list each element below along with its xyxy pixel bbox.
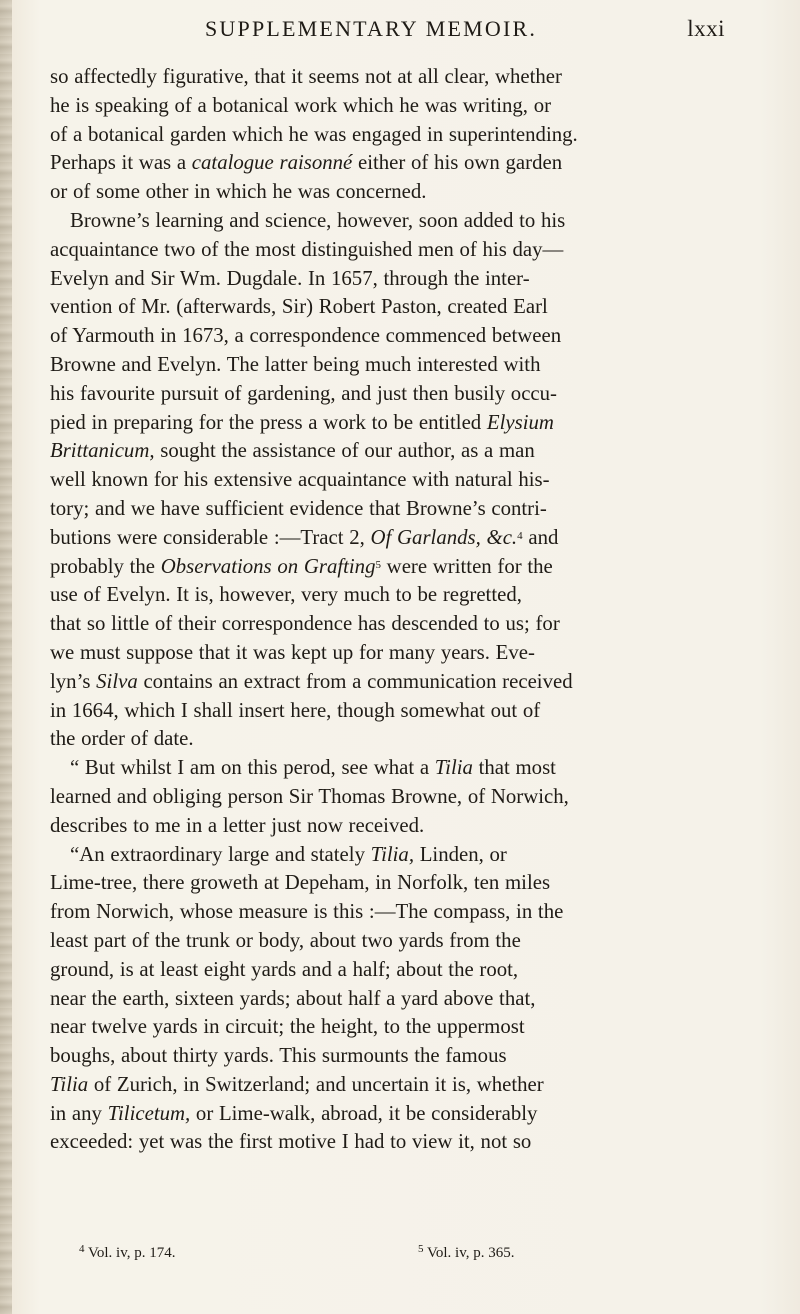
text-line [50, 466, 730, 495]
text-span: the order of date. [50, 727, 194, 751]
text-span: either of his own garden [352, 151, 563, 175]
text-span: that most [472, 756, 556, 780]
text-span: boughs, about thirty yards. This surmounts the famous [50, 1044, 507, 1068]
text-span: contains an extract from a communication received [137, 669, 573, 693]
text-span: sought the assistance of our author, as a man [154, 439, 535, 463]
text-span: from Norwich, whose measure is this :—The compass, in the [50, 900, 564, 924]
text-line [50, 553, 730, 582]
text-span: well known for his extensive acquaintance with natural his- [50, 468, 550, 492]
italic-title: Of Garlands, &c. [370, 525, 518, 549]
text-line [50, 697, 730, 726]
text-line [50, 92, 730, 121]
text-line [50, 1100, 730, 1129]
text-line [50, 380, 730, 409]
text-line [50, 725, 730, 754]
footnote-marker: 4 [79, 1243, 85, 1256]
text-span: least part of the trunk or body, about two yards from the [50, 928, 521, 952]
text-line [50, 524, 730, 553]
binding-edge [0, 0, 12, 1314]
text-line [50, 1071, 730, 1100]
footnote-5 [418, 1241, 515, 1265]
text-line [50, 293, 730, 322]
text-line [50, 869, 730, 898]
text-line [50, 581, 730, 610]
footnote-ref: 5 [375, 558, 381, 571]
footnote-text: Vol. iv, p. 174. [84, 1245, 176, 1261]
text-line [50, 668, 730, 697]
text-span: were written for the [380, 554, 553, 578]
text-span: tory; and we have sufficient evidence that Browne’s contri- [50, 496, 547, 520]
text-line [50, 149, 730, 178]
text-span: Browne’s learning and science, however, soon added to his [70, 208, 566, 232]
text-span: and [522, 525, 559, 549]
text-line [50, 812, 730, 841]
quote-start-line [50, 754, 730, 783]
text-span: so affectedly figurative, that it seems not at all clear, whether [50, 65, 562, 88]
italic-title: Brittanicum, [50, 439, 155, 463]
text-span: Lime-tree, there groweth at Depeham, in Norfolk, ten miles [50, 871, 551, 895]
text-span: “ But whilst I am on this perod, see what a [70, 756, 435, 780]
text-span: or Lime-walk, abroad, it be considerably [190, 1101, 538, 1125]
text-line [50, 495, 730, 524]
footnote-text: Vol. iv, p. 365. [423, 1245, 515, 1261]
text-line [50, 639, 730, 668]
text-line [50, 927, 730, 956]
text-span: butions were considerable :—Tract 2, [50, 525, 371, 549]
text-line [50, 236, 730, 265]
text-span: he is speaking of a botanical work which he was writing, or [50, 93, 552, 117]
text-span: in any [50, 1101, 108, 1125]
text-span: Perhaps it was a [50, 151, 192, 175]
text-span: his favourite pursuit of gardening, and just then busily occu- [50, 381, 557, 405]
text-span: near the earth, sixteen yards; about half a yard above that, [50, 986, 536, 1010]
text-span: of Yarmouth in 1673, a correspondence commenced between [50, 324, 562, 348]
text-span: we must suppose that it was kept up for many years. Eve- [50, 640, 535, 664]
text-line [50, 985, 730, 1014]
text-line [50, 409, 730, 438]
paragraph-start-line [50, 207, 730, 236]
text-line [50, 121, 730, 150]
text-span: or of some other in which he was concerned. [50, 180, 427, 204]
text-line [50, 322, 730, 351]
text-span: “An extraordinary large and stately [70, 842, 371, 866]
text-line [50, 1042, 730, 1071]
italic-title: Silva [96, 669, 138, 693]
text-span: ground, is at least eight yards and a half; about the root, [50, 957, 519, 981]
italic-term: Tilicetum, [107, 1101, 191, 1125]
italic-phrase: catalogue raisonné [191, 151, 353, 175]
footnote-marker: 5 [418, 1243, 424, 1256]
text-line [50, 610, 730, 639]
text-span: learned and obliging person Sir Thomas Browne, of Norwich, [50, 784, 569, 808]
text-line [50, 351, 730, 380]
italic-term: Tilia, [370, 842, 415, 866]
text-span: lyn’s [50, 669, 97, 693]
text-line [50, 898, 730, 927]
text-span: in 1664, which I shall insert here, though somewhat out of [50, 698, 541, 722]
italic-title: Observations on Grafting [160, 554, 376, 578]
page-number: lxxi [687, 16, 725, 41]
text-line [50, 63, 730, 92]
text-line [50, 1013, 730, 1042]
quote-start-line [50, 841, 730, 870]
text-span: describes to me in a letter just now received. [50, 813, 425, 837]
text-span: that so little of their correspondence has descended to us; for [50, 612, 560, 636]
text-span: probably the [50, 554, 161, 578]
running-title: SUPPLEMENTARY MEMOIR. [205, 16, 538, 41]
italic-term: Tilia [50, 1072, 89, 1096]
text-line [50, 783, 730, 812]
text-line [50, 178, 730, 207]
text-span: pied in preparing for the press a work to be entitled [50, 410, 487, 434]
text-span: Browne and Evelyn. The latter being much interested with [50, 352, 541, 376]
text-line [50, 956, 730, 985]
text-span: of Zurich, in Switzerland; and uncertain it is, whether [88, 1072, 544, 1096]
text-line [50, 1128, 730, 1157]
italic-title: Elysium [486, 410, 554, 434]
italic-term: Tilia [434, 756, 473, 780]
text-span: vention of Mr. (afterwards, Sir) Robert Paston, created Earl [50, 295, 548, 319]
text-span: Linden, or [414, 842, 507, 866]
text-span: acquaintance two of the most distinguished men of his day— [50, 237, 564, 261]
text-span: exceeded: yet was the first motive I had to view it, not so [50, 1130, 532, 1154]
text-span: of a botanical garden which he was engaged in superintending. [50, 122, 578, 146]
text-line [50, 265, 730, 294]
page-header [205, 16, 725, 46]
text-span: near twelve yards in circuit; the height, to the uppermost [50, 1015, 525, 1039]
text-span: use of Evelyn. It is, however, very much to be regretted, [50, 583, 522, 607]
text-span: Evelyn and Sir Wm. Dugdale. In 1657, through the inter- [50, 266, 530, 290]
body-text [50, 63, 730, 1157]
text-line [50, 437, 730, 466]
footnote-4 [79, 1241, 176, 1265]
footnote-ref: 4 [517, 529, 523, 542]
